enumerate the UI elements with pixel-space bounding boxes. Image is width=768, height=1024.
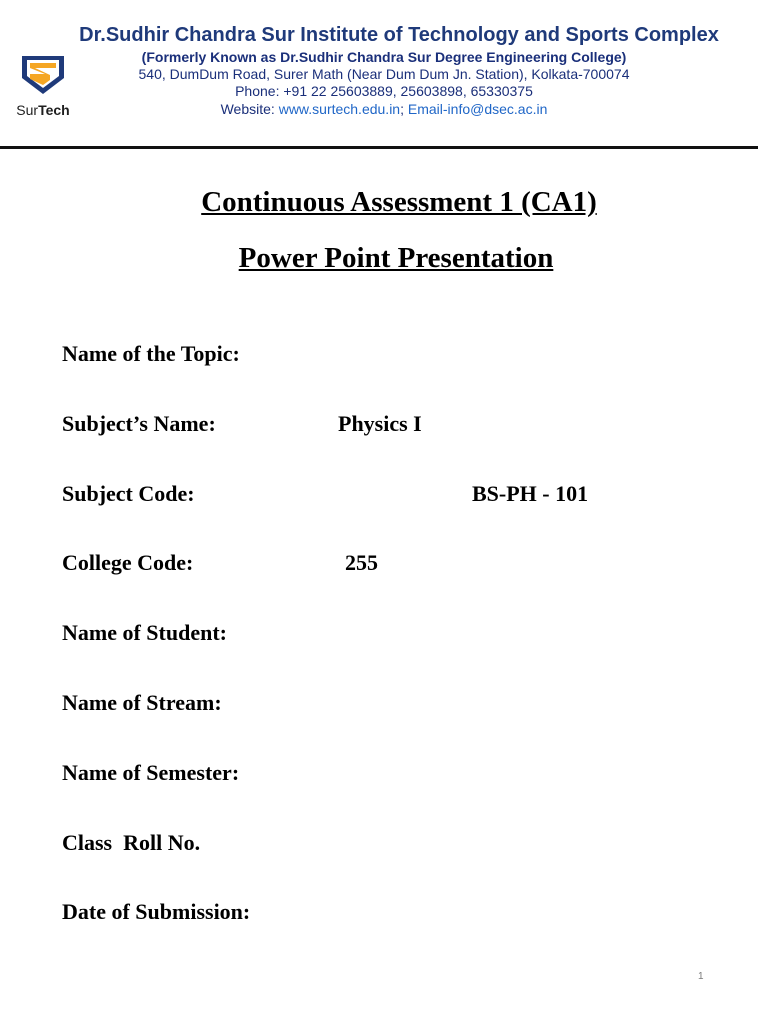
institute-name: Dr.Sudhir Chandra Sur Institute of Technology and Sports Complex	[79, 24, 719, 46]
stream-label: Name of Stream:	[62, 690, 222, 715]
subject-name-value: Physics I	[338, 411, 422, 436]
email-link[interactable]: Email-info@dsec.ac.in	[407, 101, 548, 117]
presentation-title: Power Point Presentation	[238, 242, 554, 274]
institute-contact: Website: www.surtech.edu.in; Email-info@dsec.ac.in	[220, 101, 548, 117]
logo-wordmark: SurTech	[16, 102, 70, 118]
student-name-label: Name of Student:	[62, 620, 227, 645]
formerly-known-as: (Formerly Known as Dr.Sudhir Chandra Sur Degree Engineering College)	[141, 49, 627, 65]
institute-address: 540, DumDum Road, Surer Math (Near Dum Dum Jn. Station), Kolkata-700074	[138, 66, 630, 82]
assessment-title: Continuous Assessment 1 (CA1)	[201, 186, 597, 218]
roll-number-label: Class Roll No.	[62, 830, 201, 855]
submission-date-label: Date of Submission:	[62, 899, 251, 924]
website-link[interactable]: www.surtech.edu.in	[278, 101, 401, 117]
college-code-label: College Code:	[62, 550, 194, 575]
subject-code-label: Subject Code:	[62, 481, 195, 506]
header-divider	[0, 146, 758, 149]
semester-label: Name of Semester:	[62, 760, 240, 785]
page-number: 1	[698, 971, 704, 982]
subject-code-value: BS-PH - 101	[472, 481, 589, 506]
institute-phone: Phone: +91 22 25603889, 25603898, 65330375	[235, 83, 533, 99]
subject-name-label: Subject’s Name:	[62, 411, 216, 436]
topic-label: Name of the Topic:	[62, 341, 240, 366]
college-code-value: 255	[345, 550, 378, 575]
